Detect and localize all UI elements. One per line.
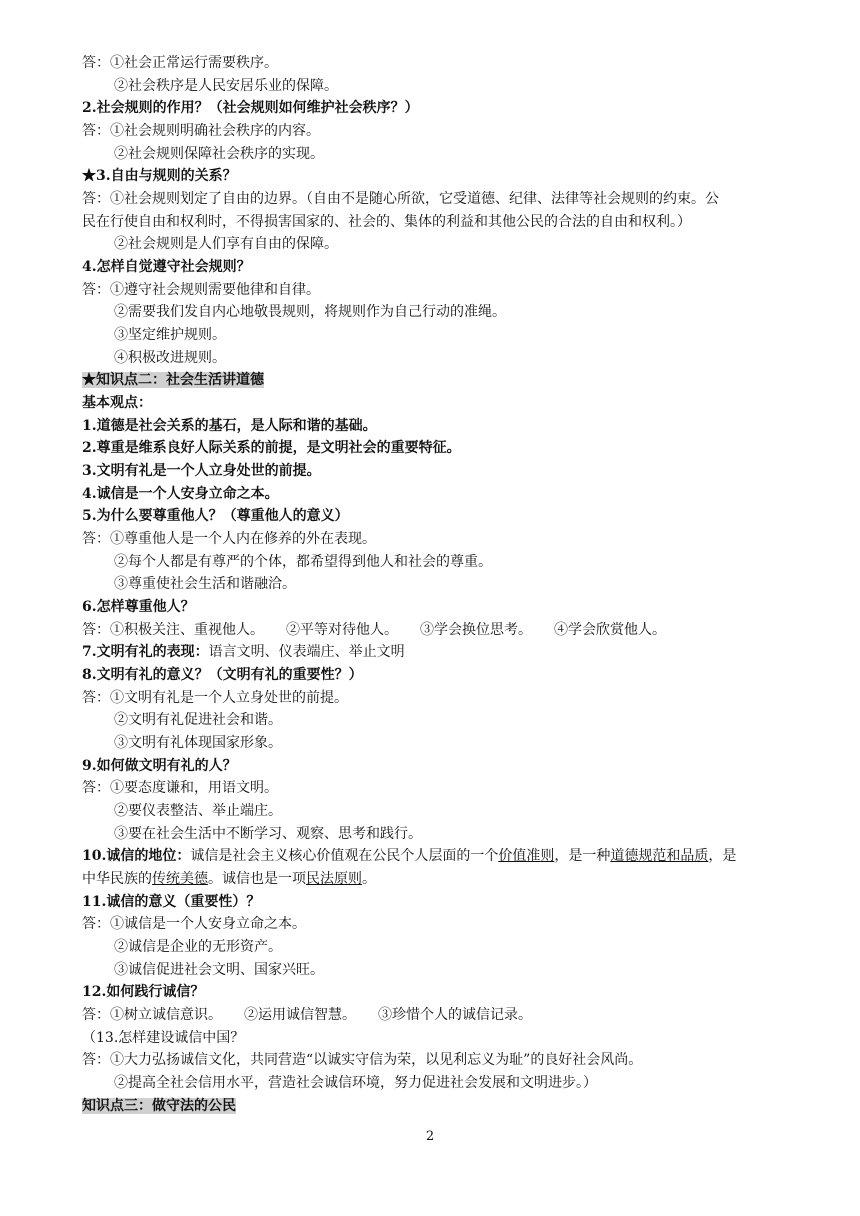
- text-line: 答：①要态度谦和，用语文明。: [82, 780, 278, 796]
- text-line: ②文明有礼促进社会和谐。: [114, 712, 282, 728]
- text-line: [82, 845, 736, 867]
- text-line: ④积极改进规则。: [114, 350, 226, 366]
- text-line: （13.怎样建设诚信中国？: [82, 1030, 245, 1046]
- text-line: 答：①尊重他人是一个人内在修养的外在表现。: [82, 531, 376, 547]
- question-heading: 5.为什么要尊重他人？（尊重他人的意义）: [82, 508, 349, 524]
- key-point: 2.尊重是维系良好人际关系的前提，是文明社会的重要特征。: [82, 440, 461, 456]
- text-line: ③尊重使社会生活和谐融洽。: [114, 576, 296, 592]
- page-number: 2: [425, 1129, 435, 1144]
- question-heading: 6.怎样尊重他人？: [82, 599, 195, 615]
- key-point: 1.道德是社会关系的基石，是人际和谐的基础。: [82, 418, 377, 434]
- underlined-term: 传统美德: [152, 871, 208, 887]
- answer-text: ，是: [708, 848, 737, 864]
- text-line: ②要仪表整洁、举止端庄。: [114, 803, 282, 819]
- text-line: ②需要我们发自内心地敬畏规则，将规则作为自己行动的准绳。: [114, 304, 506, 320]
- answer-item: 答：①树立诚信意识。: [82, 1007, 222, 1023]
- question-heading: ★3.自由与规则的关系？: [82, 168, 237, 184]
- answer-item: ③珍惜个人的诚信记录。: [378, 1007, 532, 1023]
- question-heading: 9.如何做文明有礼的人？: [82, 758, 237, 774]
- answer-text: 诚信是社会主义核心价值观在公民个人层面的一个: [190, 848, 499, 864]
- text-line: 答：①社会规则明确社会秩序的内容。: [82, 123, 320, 139]
- text-line: [82, 619, 666, 641]
- text-line: ③要在社会生活中不断学习、观察、思考和践行。: [114, 826, 422, 842]
- text-line: ②提高全社会信用水平，营造社会诚信环境，努力促进社会发展和文明进步。）: [114, 1075, 597, 1091]
- question-heading: 8.文明有礼的意义？（文明有礼的重要性？）: [82, 667, 363, 683]
- text-line: 答：①遵守社会规则需要他律和自律。: [82, 282, 320, 298]
- key-point: 4.诚信是一个人安身立命之本。: [82, 486, 279, 502]
- text-line: 答：①社会正常运行需要秩序。: [82, 55, 278, 71]
- text-line: 民在行使自由和权利时，不得损害国家的、社会的、集体的利益和其他公民的合法的自由和权利。）: [82, 214, 691, 230]
- question-heading: 4.怎样自觉遵守社会规则？: [82, 259, 251, 275]
- answer-item: ③学会换位思考。: [420, 622, 532, 638]
- text-line: ②诚信是企业的无形资产。: [114, 939, 282, 955]
- question-heading: 7.文明有礼的表现：: [82, 644, 209, 660]
- section-heading: ★知识点二：社会生活讲道德: [82, 372, 264, 388]
- answer-text: 中华民族的: [82, 871, 152, 887]
- text-line: 答：①社会规则划定了自由的边界。（自由不是随心所欲，它受道德、纪律、法律等社会规则的约束。公: [82, 191, 719, 207]
- question-heading: 10.诚信的地位：: [82, 848, 191, 864]
- text-line: [82, 1004, 532, 1026]
- answer-item: ②平等对待他人。: [286, 622, 398, 638]
- underlined-term: 道德规范和品质: [610, 848, 709, 864]
- answer-text: ，是一种: [554, 848, 611, 864]
- question-heading: 12.如何践行诚信？: [82, 984, 205, 1000]
- underlined-term: 价值准则: [498, 848, 555, 864]
- text-line: ③坚定维护规则。: [114, 327, 226, 343]
- text-line: ②社会规则保障社会秩序的实现。: [114, 146, 324, 162]
- text-line: ③诚信促进社会文明、国家兴旺。: [114, 962, 324, 978]
- section-heading: 知识点三：做守法的公民: [82, 1098, 236, 1114]
- underlined-term: 民法原则: [306, 871, 362, 887]
- text-line: 答：①文明有礼是一个人立身处世的前提。: [82, 690, 348, 706]
- text-line: [82, 868, 376, 890]
- answer-text: 语言文明、仪表端庄、举止文明: [208, 644, 405, 660]
- question-heading: 2.社会规则的作用？（社会规则如何维护社会秩序？）: [82, 100, 419, 116]
- subheading: 基本观点：: [82, 395, 152, 411]
- key-point: 3.文明有礼是一个人立身处世的前提。: [82, 463, 321, 479]
- text-line: ②每个人都是有尊严的个体，都希望得到他人和社会的尊重。: [114, 554, 492, 570]
- text-line: ②社会秩序是人民安居乐业的保障。: [114, 78, 338, 94]
- text-line: 答：①诚信是一个人安身立命之本。: [82, 916, 306, 932]
- question-heading: 11.诚信的意义（重要性）？: [82, 894, 261, 910]
- answer-item: ②运用诚信智慧。: [244, 1007, 356, 1023]
- text-line: ③文明有礼体现国家形象。: [114, 735, 282, 751]
- text-line: ②社会规则是人们享有自由的保障。: [114, 236, 338, 252]
- answer-text: 。: [362, 871, 376, 887]
- text-line: 答：①大力弘扬诚信文化，共同营造“以诚实守信为荣，以见利忘义为耻”的良好社会风尚。: [82, 1052, 643, 1068]
- answer-text: 。诚信也是一项: [208, 871, 306, 887]
- answer-item: 答：①积极关注、重视他人。: [82, 622, 264, 638]
- answer-item: ④学会欣赏他人。: [554, 622, 666, 638]
- text-line: [82, 641, 405, 663]
